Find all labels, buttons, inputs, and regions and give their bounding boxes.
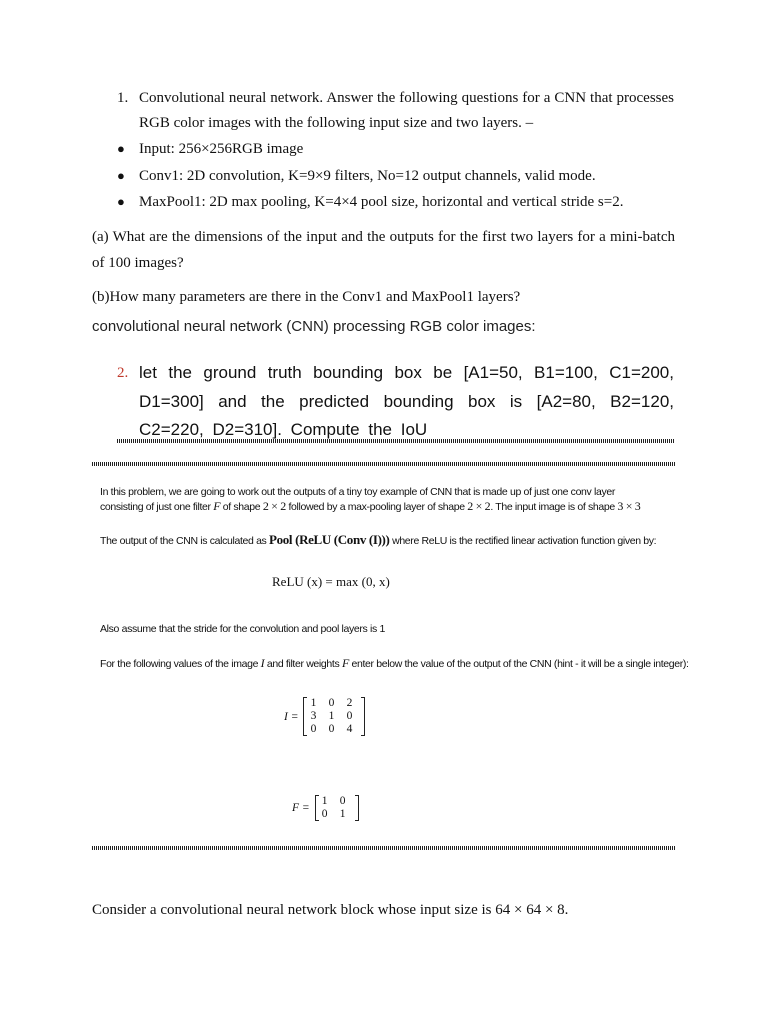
snippet-text: followed by a max-pooling layer of shape (285, 501, 468, 513)
part-a-question: (a) What are the dimensions of the input and the outputs for the first two layers for a mini-batch of 100 images? (92, 229, 675, 271)
matrix-cell: 4 (346, 723, 353, 735)
question-1-text: Convolutional neural network. Answer the following questions for a CNN that processes RGB color images with the following input size and two layers. – (139, 90, 674, 131)
snippet-text: where ReLU is the rectified linear activation function given by: (389, 535, 657, 547)
question-1-number: 1. (117, 90, 129, 106)
question-2 (117, 359, 674, 445)
question-2-number: 2. (117, 365, 129, 381)
bullet-item (117, 189, 677, 216)
snippet-text: . The input image is of shape (490, 501, 618, 513)
math-symbol: I (260, 656, 265, 670)
bullet-icon: ● (117, 167, 125, 183)
matrix-cell: 1 (328, 710, 335, 722)
snippet-text: and filter weights (264, 658, 342, 670)
snippet-instruction (100, 656, 689, 671)
matrix-f (292, 795, 359, 821)
matrix-cell: 2 (346, 697, 353, 709)
part-b-question: (b)How many parameters are there in the Conv1 and MaxPool1 layers? (92, 289, 521, 305)
hatched-divider (92, 462, 675, 466)
matrix-i-label: I = (284, 710, 299, 723)
snippet-stride-note: Also assume that the stride for the convolution and pool layers is 1 (100, 623, 385, 635)
math-shape: 2 × 2 (262, 499, 286, 513)
matrix-cell: 1 (339, 808, 346, 820)
math-expression: Pool (ReLU (Conv (I))) (269, 532, 390, 547)
snippet-output-definition (100, 532, 656, 548)
snippet-text: For the following values of the image (100, 658, 261, 670)
bullet-icon: ● (117, 141, 125, 156)
snippet-text: enter below the value of the output of the CNN (hint - it will be a single integer): (348, 658, 689, 670)
question-1-bullets (117, 136, 677, 216)
final-question: Consider a convolutional neural network block whose input size is 64 × 64 × 8. (92, 902, 569, 918)
bullet-item (117, 136, 677, 163)
bullet-item (117, 163, 677, 190)
question-1 (117, 86, 674, 136)
matrix-cell: 3 (310, 710, 317, 722)
matrix-cell: 1 (310, 697, 317, 709)
hatched-divider (92, 846, 675, 850)
snippet-text: The output of the CNN is calculated as (100, 535, 270, 547)
bullet-text: Conv1: 2D convolution, K=9×9 filters, No=12 output channels, valid mode. (139, 167, 596, 184)
relu-formula: ReLU (x) = max (0, x) (272, 574, 390, 589)
snippet-intro-paragraph (100, 485, 660, 514)
math-shape: 3 × 3 (617, 499, 641, 513)
matrix-cell: 0 (339, 795, 346, 807)
matrix-f-label: F = (292, 802, 310, 814)
bullet-text: MaxPool1: 2D max pooling, K=4×4 pool size, horizontal and vertical stride s=2. (139, 194, 624, 210)
bullet-text: Input: 256×256RGB image (139, 141, 304, 157)
hatched-divider (117, 439, 674, 443)
snippet-text: of shape (220, 501, 263, 513)
matrix-cell: 0 (346, 710, 353, 722)
math-shape: 2 × 2 (467, 499, 491, 513)
matrix-cell: 0 (310, 723, 317, 735)
math-symbol: F (213, 499, 221, 513)
matrix-i (284, 697, 365, 736)
matrix-cell: 0 (321, 808, 328, 820)
math-symbol: F (341, 656, 349, 670)
matrix-f-bracket (315, 795, 359, 821)
cnn-heading-line: convolutional neural network (CNN) processing RGB color images: (92, 318, 536, 335)
matrix-cell: 0 (328, 697, 335, 709)
matrix-cell: 0 (328, 723, 335, 735)
matrix-i-bracket (303, 697, 365, 736)
bullet-icon: ● (117, 194, 125, 209)
matrix-cell: 1 (321, 795, 328, 807)
question-2-text: let the ground truth bounding box be [A1=50, B1=100, C1=200, D1=300] and the predicted bounding box is [A2=80, B2=120, C2=220, D2=310]. Compute the IoU (139, 363, 674, 439)
snippet-text: In this problem, we are going to work out the outputs of a tiny toy example of CNN that is made up of just one conv layer consisting of just one filter (100, 486, 616, 513)
